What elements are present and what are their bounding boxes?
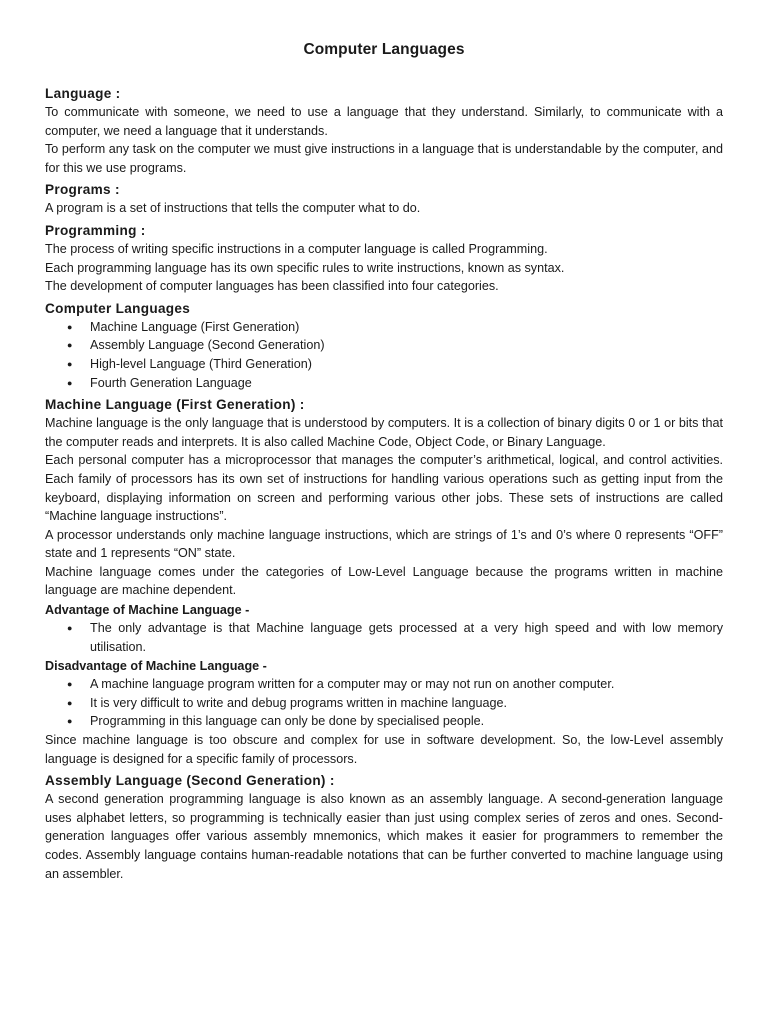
machine-language-paragraph-3: A processor understands only machine language instructions, which are strings of 1’s and 0’s where 0 represents “OFF” state and 1 represents “ON” state.: [45, 527, 723, 561]
computer-languages-list: [45, 318, 723, 392]
programming-heading: Programming :: [45, 222, 146, 238]
machine-language-paragraph-1: Machine language is the only language that is understood by computers. It is a collection of binary digits 0 or 1 or bits that the computer reads and interprets. It is also called Machine Code, Object Code, or Binary Language.: [45, 416, 723, 449]
list-item: ● Fourth Generation Language: [45, 374, 723, 393]
list-item: ● High-level Language (Third Generation): [45, 355, 723, 374]
machine-language-heading: Machine Language (First Generation) :: [45, 397, 305, 413]
assembly-language-heading: Assembly Language (Second Generation) :: [45, 773, 335, 789]
computer-languages-heading: Computer Languages: [45, 300, 191, 316]
programming-paragraph-1: The process of writing specific instructions in a computer language is called Programming.: [45, 241, 548, 256]
list-item: ● Machine Language (First Generation): [45, 318, 723, 337]
language-paragraph-2: To perform any task on the computer we must give instructions in a language that is understandable by the computer, and for this we use programs.: [45, 142, 723, 175]
list-item: ● Programming in this language can only be done by specialised people.: [45, 712, 723, 731]
machine-language-paragraph-4: Machine language comes under the categories of Low-Level Language because the programs written in machine language are machine dependent.: [45, 564, 723, 598]
page-title: Computer Languages: [303, 41, 465, 58]
language-heading: Language :: [45, 86, 121, 101]
machine-language-paragraph-2: Each personal computer has a microprocessor that manages the computer’s arithmetical, logical, and control activities. Each family of processors has its own set of instructions for handling various operations such as getting input from the keyboard, displaying information on screen and performing various other jobs. These sets of instructions are called “Machine language instructions”.: [45, 453, 723, 524]
programs-heading: Programs :: [45, 182, 120, 198]
programming-paragraph-3: The development of computer languages has been classified into four categories.: [45, 279, 499, 294]
programming-paragraph-2: Each programming language has its own specific rules to write instructions, known as syntax.: [45, 260, 565, 275]
programs-paragraph-1: A program is a set of instructions that tells the computer what to do.: [45, 201, 421, 216]
advantage-list: [45, 619, 723, 656]
list-item: ● A machine language program written for a computer may or may not run on another computer.: [45, 675, 723, 694]
disadvantage-heading: Disadvantage of Machine Language -: [45, 659, 267, 674]
list-item: ● Assembly Language (Second Generation): [45, 336, 723, 355]
disadvantage-list: [45, 675, 723, 731]
language-paragraph-1: To communicate with someone, we need to use a language that they understand. Similarly, to communicate with a computer, we need a language that it understands.: [45, 105, 723, 138]
advantage-heading: Advantage of Machine Language -: [45, 603, 250, 618]
list-item: ● The only advantage is that Machine language gets processed at a very high speed and with low memory utilisation.: [45, 619, 723, 656]
machine-language-paragraph-5: Since machine language is too obscure and complex for use in software development. So, the low-Level assembly language is designed for a specific family of processors.: [45, 733, 723, 766]
assembly-language-paragraph-1: A second generation programming language is also known as an assembly language. A second-generation language uses alphabet letters, so programming is technically easier than just using complex series of zeros and ones. Second-generation languages offer various assembly mnemonics, which makes it easier for programmers to remember the codes. Assembly language contains human-readable notations that can be further converted to machine language using an assembler.: [45, 792, 723, 881]
list-item: ● It is very difficult to write and debug programs written in machine language.: [45, 694, 723, 713]
